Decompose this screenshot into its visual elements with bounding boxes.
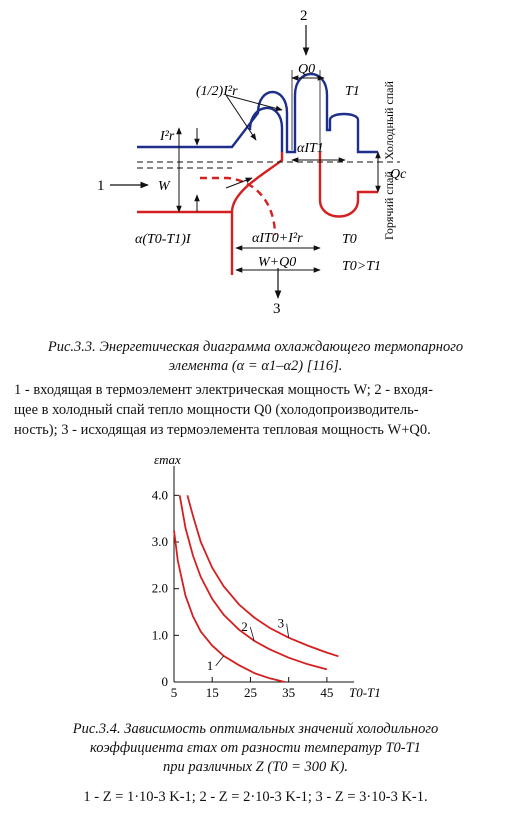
series-line-2 [180, 495, 327, 669]
label-t0: T0 [342, 232, 357, 247]
x-tick-label: 35 [282, 685, 296, 700]
label-2: 2 [300, 8, 308, 24]
series-label-3: 3 [277, 615, 285, 631]
label-q0: Q0 [298, 62, 316, 77]
label-qc: Qc [390, 167, 407, 182]
blue-inner-loop [250, 108, 282, 152]
epsilon-chart [0, 448, 511, 708]
label-t0-gt-t1: T0>T1 [342, 259, 382, 274]
x-tick-label: 45 [320, 685, 334, 700]
label-3: 3 [273, 301, 281, 317]
label-alpha-it0: αIT0+I²r [252, 231, 303, 246]
caption-line: при различных Z (T0 = 300 K). [162, 759, 349, 775]
legend-fig-3-4: 1 - Z = 1·10-3 K-1; 2 - Z = 2·10-3 K-1; 3 - Z = 3·10-3 K-1. [83, 789, 428, 805]
series-label-2: 2 [241, 618, 248, 634]
series-line-1 [174, 530, 285, 682]
series-label-pointer [287, 624, 289, 638]
label-hot-junction: Горячий спай [382, 171, 396, 240]
caption-line: Рис.3.4. Зависимость оптимальных значений холодильного [72, 721, 439, 737]
y-tick-label: 4.0 [151, 487, 168, 503]
caption-fig-3-4 [0, 720, 511, 777]
label-t1: T1 [345, 84, 360, 99]
energy-diagram [0, 0, 511, 330]
label-alpha-t0t1: α(T0-T1)I [135, 232, 191, 247]
label-cold-junction: Холодный спай [382, 81, 396, 160]
y-tick-label: 1.0 [151, 627, 168, 643]
y-tick-label: 3.0 [151, 534, 168, 549]
label-w: W [158, 179, 170, 194]
series-label-1: 1 [206, 657, 214, 673]
label-alpha-it1: αIT1 [297, 141, 324, 156]
caption-fig-3-3 [0, 338, 511, 376]
caption-line: элемента (α = α1–α2) [116]. [168, 358, 343, 374]
label-1: 1 [97, 178, 105, 194]
y-tick-label: 2.0 [151, 580, 168, 596]
x-tick-label: 5 [170, 685, 178, 700]
y-tick-label: 0 [161, 674, 168, 689]
legend-fig-3-3 [14, 380, 500, 440]
x-tick-label: 25 [243, 685, 257, 700]
series-label-pointer [216, 656, 224, 666]
label-half-i2r: (1/2)I²r [196, 84, 238, 99]
red-dashed [200, 178, 275, 235]
series-line-3 [187, 495, 338, 656]
x-tick-label: 15 [205, 685, 219, 700]
caption-line: коэффициента εmax от разности температур T0-T1 [90, 740, 421, 756]
caption-line: Рис.3.3. Энергетическая диаграмма охлаждающего термопарного [47, 339, 464, 355]
legend-line: 1 - входящая в термоэлемент электрическая мощность W; 2 - входя- [14, 382, 433, 398]
label-w-q0: W+Q0 [258, 255, 297, 270]
legend-line: щее в холодный спай тепло мощности Q0 (холодопроизводитель- [14, 402, 419, 418]
label-i2r: I²r [160, 129, 175, 144]
x-axis-label: T0-T1 [349, 685, 381, 700]
legend-line: ность); 3 - исходящая из термоэлемента тепловая мощность W+Q0. [14, 422, 431, 438]
y-axis-label: εmax [154, 452, 181, 467]
